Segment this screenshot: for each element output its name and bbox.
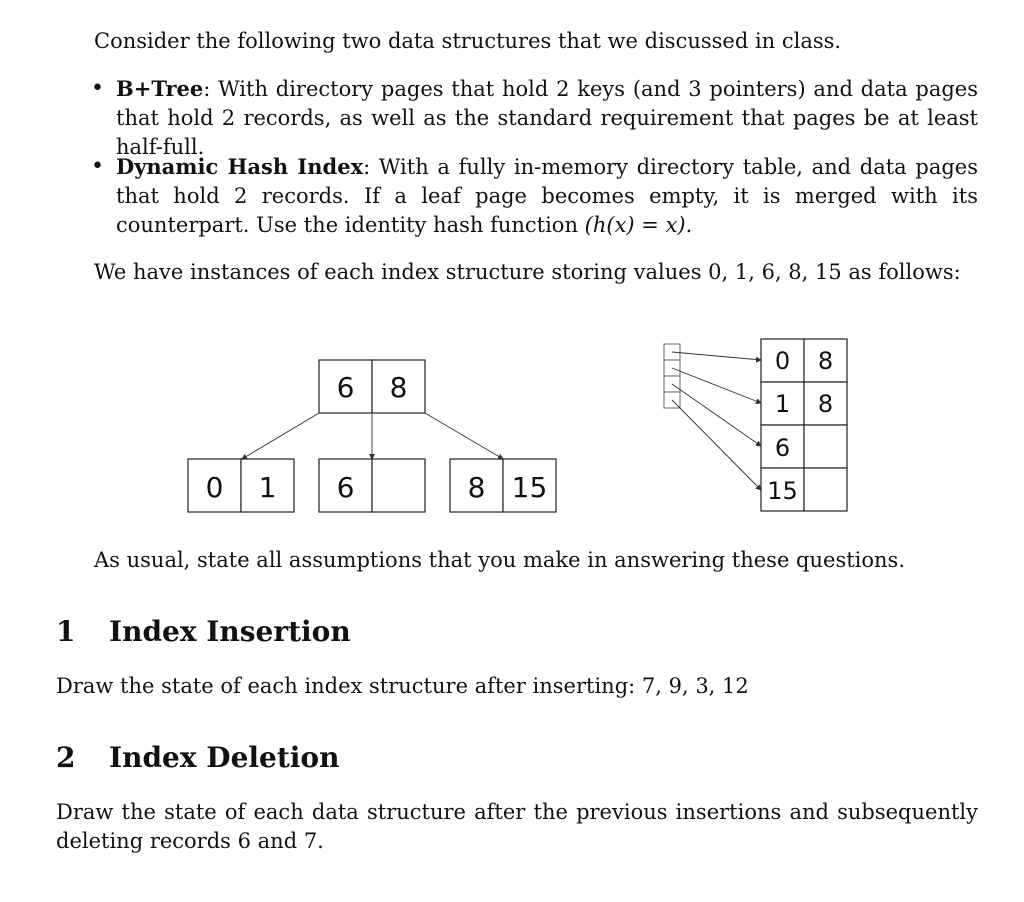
hash-pointer-arrow — [672, 368, 761, 403]
btree-leaf — [319, 459, 425, 512]
hash-pointer-arrow — [672, 400, 761, 490]
btree-leaf-value: 0 — [205, 471, 224, 504]
section-body: Draw the state of each data structure after the previous insertions and subsequently deleting records 6 and 7. — [56, 800, 978, 853]
btree-leaf-value: 8 — [467, 471, 486, 504]
bullet-btree-term: B+Tree — [116, 76, 204, 101]
hash-bucket-value: 15 — [767, 477, 798, 505]
assumptions-paragraph: As usual, state all assumptions that you make in answering these questions. — [94, 548, 905, 572]
section-title: Index Deletion — [109, 741, 340, 774]
hash-bucket-value: 6 — [774, 434, 791, 462]
bullet-btree-desc: : With directory pages that hold 2 keys (and 3 pointers) and data pages that hold 2 records, as well as the standard requirement that pages be at least half-full. — [116, 77, 978, 159]
section-body: Draw the state of each index structure after inserting: 7, 9, 3, 12 — [56, 674, 749, 698]
bullet-dot-icon: • — [91, 154, 104, 179]
hash-bucket-value: 1 — [774, 390, 791, 418]
btree-root-node — [319, 360, 425, 413]
bullet-dot-icon: • — [91, 76, 104, 101]
hash-directory — [664, 344, 680, 408]
btree-pointer-arrow — [242, 413, 319, 459]
hash-bucket-value: 8 — [817, 347, 834, 375]
section-title: Index Insertion — [109, 615, 351, 648]
section-number: 2 — [56, 741, 76, 774]
instances-paragraph: We have instances of each index structure storing values 0, 1, 6, 8, 15 as follows: — [94, 260, 961, 284]
hash-bucket — [761, 339, 847, 382]
btree-leaf-cell — [372, 459, 425, 512]
hash-bucket — [761, 425, 847, 468]
hash-bucket — [761, 382, 847, 425]
hash-bucket-cell — [804, 468, 847, 511]
section-number: 1 — [56, 615, 76, 648]
hash-pointer-arrow — [672, 384, 761, 446]
hash-bucket — [761, 468, 847, 511]
btree-leaf-value: 15 — [511, 471, 548, 504]
btree-pointer-arrow — [425, 413, 503, 459]
btree-leaf-value: 6 — [336, 471, 355, 504]
bullet-hash-desc: : With a fully in-memory directory table, and data pages that hold 2 records. If a leaf page becomes empty, it is merged with its counterpart. Use the identity hash function — [116, 155, 978, 237]
btree-root-key: 8 — [389, 371, 408, 404]
hash-formula: (h(x) = x). — [584, 213, 693, 237]
hash-bucket-value: 8 — [817, 390, 834, 418]
intro-paragraph: Consider the following two data structures that we discussed in class. — [94, 29, 842, 53]
btree-leaf — [188, 459, 294, 512]
bullet-hash-term: Dynamic Hash Index — [116, 154, 364, 179]
btree-leaf — [450, 459, 556, 512]
hash-bucket-value: 0 — [774, 347, 791, 375]
hash-bucket-cell — [804, 425, 847, 468]
hash-pointer-arrow — [672, 352, 761, 360]
btree-root-key: 6 — [336, 371, 355, 404]
btree-leaf-value: 1 — [258, 471, 277, 504]
